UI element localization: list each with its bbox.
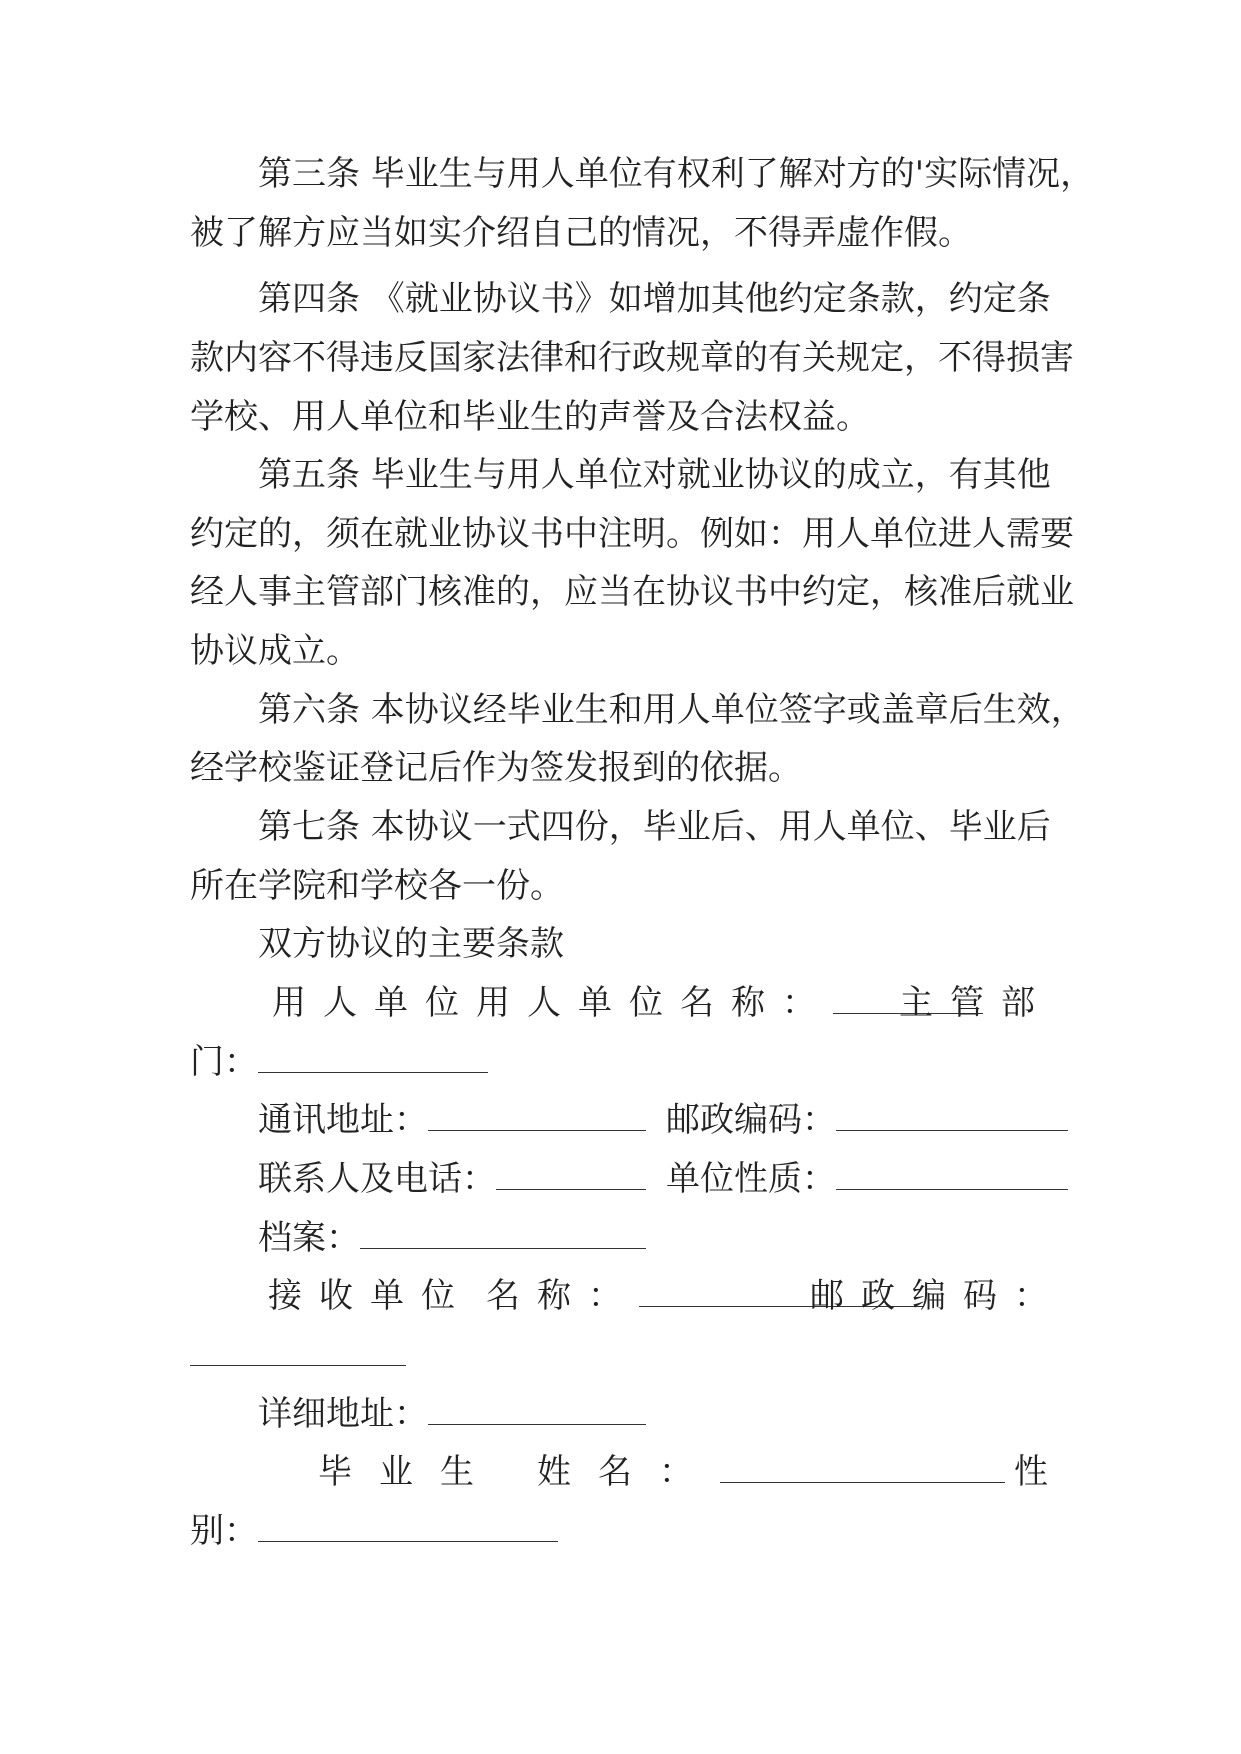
employer-name-label: 用人单位名称： [476, 983, 833, 1023]
graduate-gender-label-part2: 别： [190, 1511, 258, 1551]
article-6-line-2: 经学校鉴证登记后作为签发报到的依据。 [190, 748, 802, 788]
employer-archive-field[interactable] [360, 1218, 646, 1249]
receiver-detail-address-field[interactable] [428, 1394, 646, 1425]
employer-address-field[interactable] [428, 1100, 646, 1131]
graduate-name-field[interactable] [720, 1452, 1005, 1483]
receiver-address-row [258, 1394, 1138, 1434]
employer-postcode-label: 邮政编码： [666, 1100, 836, 1140]
receiver-detail-address-label: 详细地址： [258, 1394, 428, 1434]
article-4-line-2: 款内容不得违反国家法律和行政规章的有关规定，不得损害 [190, 338, 1074, 378]
employer-nature-label: 单位性质： [666, 1159, 836, 1199]
employer-contact-row [258, 1159, 1138, 1199]
article-6-line-1: 第六条 本协议经毕业生和用人单位签字或盖章后生效， [258, 690, 1085, 730]
employer-contact-field[interactable] [496, 1159, 646, 1190]
article-5-line-3: 经人事主管部门核准的，应当在协议书中约定，核准后就业 [190, 572, 1074, 612]
employer-dept-row [190, 1042, 1070, 1082]
article-7-line-2: 所在学院和学校各一份。 [190, 866, 564, 906]
article-5-line-4: 协议成立。 [190, 631, 360, 671]
employer-nature-field[interactable] [836, 1159, 1068, 1190]
receiver-postcode-field[interactable] [190, 1335, 406, 1366]
graduate-name-row [318, 1452, 1048, 1492]
employer-postcode-field[interactable] [836, 1100, 1068, 1131]
employer-name-row [272, 983, 1052, 1023]
employer-dept-label-part2: 门： [190, 1042, 258, 1082]
employer-contact-label: 联系人及电话： [258, 1159, 496, 1199]
article-4-line-1: 第四条 《就业协议书》如增加其他约定条款，约定条 [258, 279, 1051, 319]
employer-address-label: 通讯地址： [258, 1100, 428, 1140]
employer-address-row [258, 1100, 1138, 1140]
graduate-gender-field[interactable] [258, 1511, 558, 1542]
employer-archive-row [258, 1218, 1138, 1258]
article-4-line-3: 学校、用人单位和毕业生的声誉及合法权益。 [190, 397, 870, 437]
article-7-line-1: 第七条 本协议一式四份，毕业后、用人单位、毕业后 [258, 807, 1051, 847]
article-3-line-1: 第三条 毕业生与用人单位有权利了解对方的'实际情况， [258, 154, 1095, 194]
receiver-name-label: 名称： [486, 1276, 639, 1316]
employer-dept-field[interactable] [258, 1042, 488, 1073]
main-terms-heading: 双方协议的主要条款 [258, 924, 564, 964]
graduate-gender-label-part1: 性 [1014, 1452, 1048, 1492]
graduate-name-label: 姓名： [537, 1452, 720, 1492]
receiver-section-label: 接收单位 [268, 1276, 472, 1316]
receiver-postcode-label: 邮政编码： [810, 1276, 1065, 1316]
graduate-section-label: 毕业生 [318, 1452, 501, 1492]
graduate-gender-row [190, 1511, 1070, 1551]
receiver-name-row [268, 1276, 1065, 1316]
article-5-line-1: 第五条 毕业生与用人单位对就业协议的成立，有其他 [258, 455, 1051, 495]
article-5-line-2: 约定的，须在就业协议书中注明。例如：用人单位进人需要 [190, 514, 1074, 554]
employer-dept-label-part1: 主管部 [899, 983, 1052, 1023]
employer-section-label: 用人单位 [272, 983, 476, 1023]
employer-archive-label: 档案： [258, 1218, 360, 1258]
article-3-line-2: 被了解方应当如实介绍自己的情况，不得弄虚作假。 [190, 213, 972, 253]
receiver-postcode-row [190, 1335, 1070, 1375]
